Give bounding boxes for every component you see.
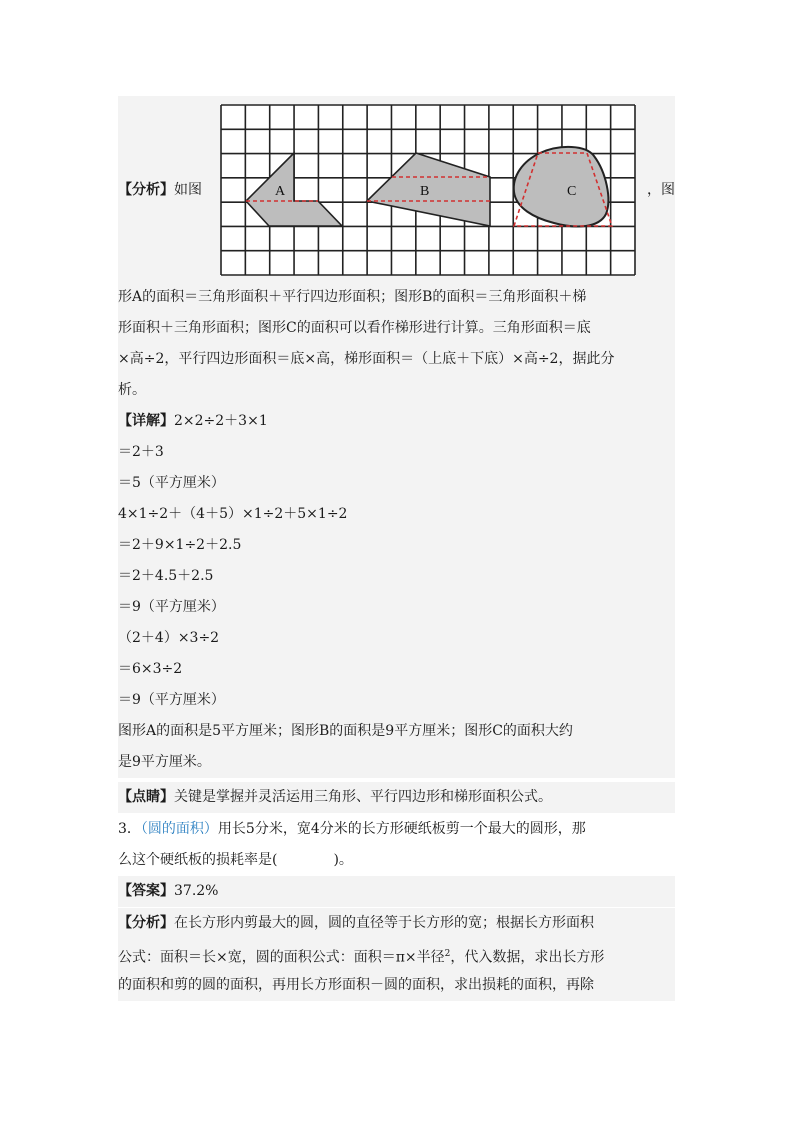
detail-step-3: 4×1÷2＋（4＋5）×1÷2＋5×1÷2: [118, 499, 675, 530]
detail-first: 2×2÷2＋3×1: [174, 413, 268, 429]
detail-step-2: ＝5（平方厘米）: [118, 468, 675, 499]
analysis-label: 【分析】: [118, 182, 174, 198]
analysis2-line-3: 的面积和剪的圆的面积，再用长方形面积－圆的面积，求出损耗的面积，再除: [118, 970, 675, 1001]
analysis-line-2: 形面积＋三角形面积；图形C的面积可以看作梯形进行计算。三角形面积＝底: [118, 313, 675, 344]
label-b: B: [420, 184, 430, 199]
point-line: [118, 782, 675, 813]
point-label: 【点睛】: [118, 789, 174, 805]
analysis-line-1: 形A的面积＝三角形面积＋平行四边形面积；图形B的面积＝三角形面积＋梯: [118, 282, 675, 313]
analysis2-text-1: 在长方形内剪最大的圆，圆的直径等于长方形的宽；根据长方形面积: [174, 915, 594, 931]
conclusion-line-1: 图形A的面积是5平方厘米；图形B的面积是9平方厘米；图形C的面积大约: [118, 716, 675, 747]
analysis-figure-row: [118, 96, 675, 282]
shape-a: [246, 153, 342, 226]
detail-step-6: ＝9（平方厘米）: [118, 592, 675, 623]
analysis-line-4: 析。: [118, 375, 675, 406]
detail-step-8: ＝6×3÷2: [118, 654, 675, 685]
analysis2-text-2a: 公式：面积＝长×宽，圆的面积公式：面积＝π×半径: [118, 949, 445, 966]
question-3-line-2: 么这个硬纸板的损耗率是( )。: [118, 845, 675, 876]
detail-step-9: ＝9（平方厘米）: [118, 685, 675, 716]
detail-step-4: ＝2＋9×1÷2＋2.5: [118, 530, 675, 561]
question-number: 3．: [118, 821, 141, 837]
detail-line: [118, 406, 675, 437]
analysis2-line-2: [118, 939, 675, 970]
detail-step-1: ＝2＋3: [118, 437, 675, 468]
analysis-intro-text: 如图: [174, 182, 202, 198]
answer-value: 37.2%: [174, 883, 219, 899]
grid-figure: [220, 104, 636, 276]
question-topic-link[interactable]: （圆的面积）: [140, 821, 218, 837]
exponent: 2: [444, 949, 451, 959]
detail-step-7: （2＋4）×3÷2: [118, 623, 675, 654]
answer-label: 【答案】: [118, 883, 174, 899]
analysis2-line-1: [118, 908, 675, 939]
detail-step-5: ＝2＋4.5＋2.5: [118, 561, 675, 592]
point-text: 关键是掌握并灵活运用三角形、平行四边形和梯形面积公式。: [174, 789, 552, 805]
question-text-1: 用长5分米，宽4分米的长方形硬纸板剪一个最大的圆形，那: [217, 821, 586, 837]
analysis-line-3: ×高÷2，平行四边形面积＝底×高，梯形面积＝（上底＋下底）×高÷2，据此分: [118, 344, 675, 375]
analysis2-text-2b: ，代入数据，求出长方形: [450, 949, 605, 966]
question-3-line-1: [118, 814, 675, 845]
label-c: C: [567, 184, 577, 199]
shape-c: [514, 147, 609, 227]
analysis-intro: [118, 175, 202, 206]
label-a: A: [275, 184, 286, 199]
analysis2-label: 【分析】: [118, 915, 174, 931]
analysis-intro-tail: ，图: [647, 182, 675, 198]
detail-label: 【详解】: [118, 413, 174, 429]
conclusion-line-2: 是9平方厘米。: [118, 747, 675, 778]
answer-line: [118, 876, 675, 907]
